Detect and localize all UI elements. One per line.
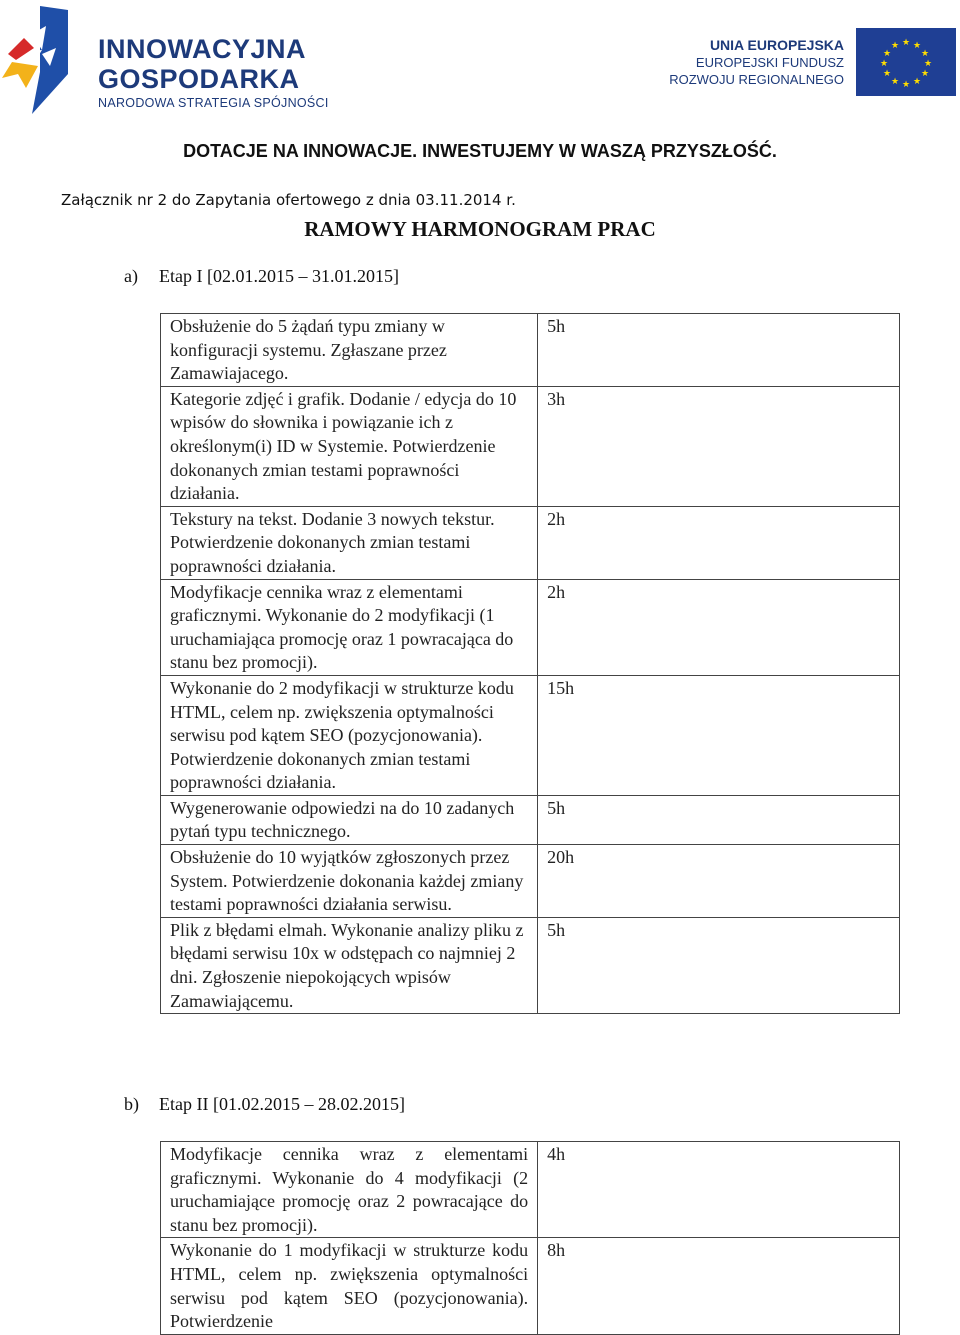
table-row [161,1238,900,1334]
slogan: DOTACJE NA INNOWACJE. INWESTUJEMY W WASZĄ PRZYSZŁOŚĆ. [183,141,777,161]
task-hours: 5h [538,314,900,387]
table-row [161,506,900,579]
svg-text:★: ★ [901,80,911,90]
table-row [161,675,900,795]
svg-text:★: ★ [920,49,930,59]
stage-label: Etap II [01.02.2015 – 28.02.2015] [159,1094,405,1114]
svg-text:★: ★ [890,77,900,87]
page-header [0,0,960,120]
eu-line-3: ROZWOJU REGIONALNEGO [669,72,844,87]
task-description: Modyfikacje cennika wraz z elementami graficznymi. Wykonanie do 4 modyfikacji (2 uruchamiające promocję oraz 2 powracające do stanu bez promocji). [161,1142,538,1238]
eu-logo [666,24,956,98]
svg-text:★: ★ [882,49,892,59]
attachment-line: Załącznik nr 2 do Zapytania ofertowego z dnia 03.11.2014 r. [61,191,516,209]
brand-line-1: INNOWACYJNA [98,34,307,64]
table-row [161,845,900,918]
star-emblem-icon [2,4,94,116]
schedule-table-stage-1 [160,313,900,1014]
brand-line-2: GOSPODARKA [98,64,300,94]
task-description: Wykonanie do 1 modyfikacji w strukturze kodu HTML, celem np. zwiększenia optymalności serwisu pod kątem SEO (pozycjonowania). Potwierdzenie [161,1238,538,1334]
eu-line-2: EUROPEJSKI FUNDUSZ [695,55,844,70]
table-row [161,917,900,1013]
task-hours: 2h [538,579,900,675]
task-description: Wykonanie do 2 modyfikacji w strukturze kodu HTML, celem np. zwiększenia optymalności serwisu pod kątem SEO (pozycjonowania). Potwierdzenie dokonanych zmian testami poprawności działania. [161,675,538,795]
table-row [161,314,900,387]
stage-label: Etap I [02.01.2015 – 31.01.2015] [159,266,399,286]
task-description: Obsłużenie do 5 żądań typu zmiany w konfiguracji systemu. Zgłaszane przez Zamawiajacego. [161,314,538,387]
stage-heading-b [124,1094,405,1115]
stage-marker: b) [124,1094,139,1114]
task-description: Modyfikacje cennika wraz z elementami graficznymi. Wykonanie do 2 modyfikacji (1 uruchamiająca promocję oraz 1 powracająca do stanu bez promocji). [161,579,538,675]
task-description: Plik z błędami elmah. Wykonanie analizy pliku z błędami serwisu 10x w odstępach co najmniej 2 dni. Zgłoszenie niepokojących wpisów Zamawiającemu. [161,917,538,1013]
page-title: RAMOWY HARMONOGRAM PRAC [304,217,656,241]
svg-text:★: ★ [923,59,933,69]
task-hours: 15h [538,675,900,795]
svg-text:★: ★ [912,77,922,87]
svg-text:★: ★ [901,38,911,48]
schedule-table-stage-2 [160,1141,900,1335]
task-hours: 5h [538,917,900,1013]
eu-flag-icon [856,28,956,96]
eu-text [669,36,844,88]
table-row [161,386,900,506]
task-description: Wygenerowanie odpowiedzi na do 10 zadanych pytań typu technicznego. [161,795,538,844]
stage-marker: a) [124,266,138,286]
svg-text:★: ★ [879,59,889,69]
task-hours: 2h [538,506,900,579]
task-hours: 4h [538,1142,900,1238]
task-description: Tekstury na tekst. Dodanie 3 nowych tekstur. Potwierdzenie dokonanych zmian testami poprawności działania. [161,506,538,579]
table-row [161,579,900,675]
eu-line-1: UNIA EUROPEJSKA [709,37,844,53]
svg-text:★: ★ [882,69,892,79]
brand-line-3: NARODOWA STRATEGIA SPÓJNOŚCI [98,96,329,110]
svg-text:★: ★ [912,41,922,51]
task-hours: 3h [538,386,900,506]
innowacyjna-gospodarka-logo [2,4,342,116]
table-row [161,1142,900,1238]
task-hours: 5h [538,795,900,844]
task-hours: 20h [538,845,900,918]
svg-text:★: ★ [890,41,900,51]
stage-heading-a [124,266,399,287]
table-row [161,795,900,844]
task-description: Obsłużenie do 10 wyjątków zgłoszonych przez System. Potwierdzenie dokonania każdej zmiany testami poprawności działania serwisu. [161,845,538,918]
task-hours: 8h [538,1238,900,1334]
svg-text:★: ★ [920,69,930,79]
task-description: Kategorie zdjęć i grafik. Dodanie / edycja do 10 wpisów do słownika i powiązanie ich z określonym(i) ID w Systemie. Potwierdzenie dokonanych zmian testami poprawności działania. [161,386,538,506]
